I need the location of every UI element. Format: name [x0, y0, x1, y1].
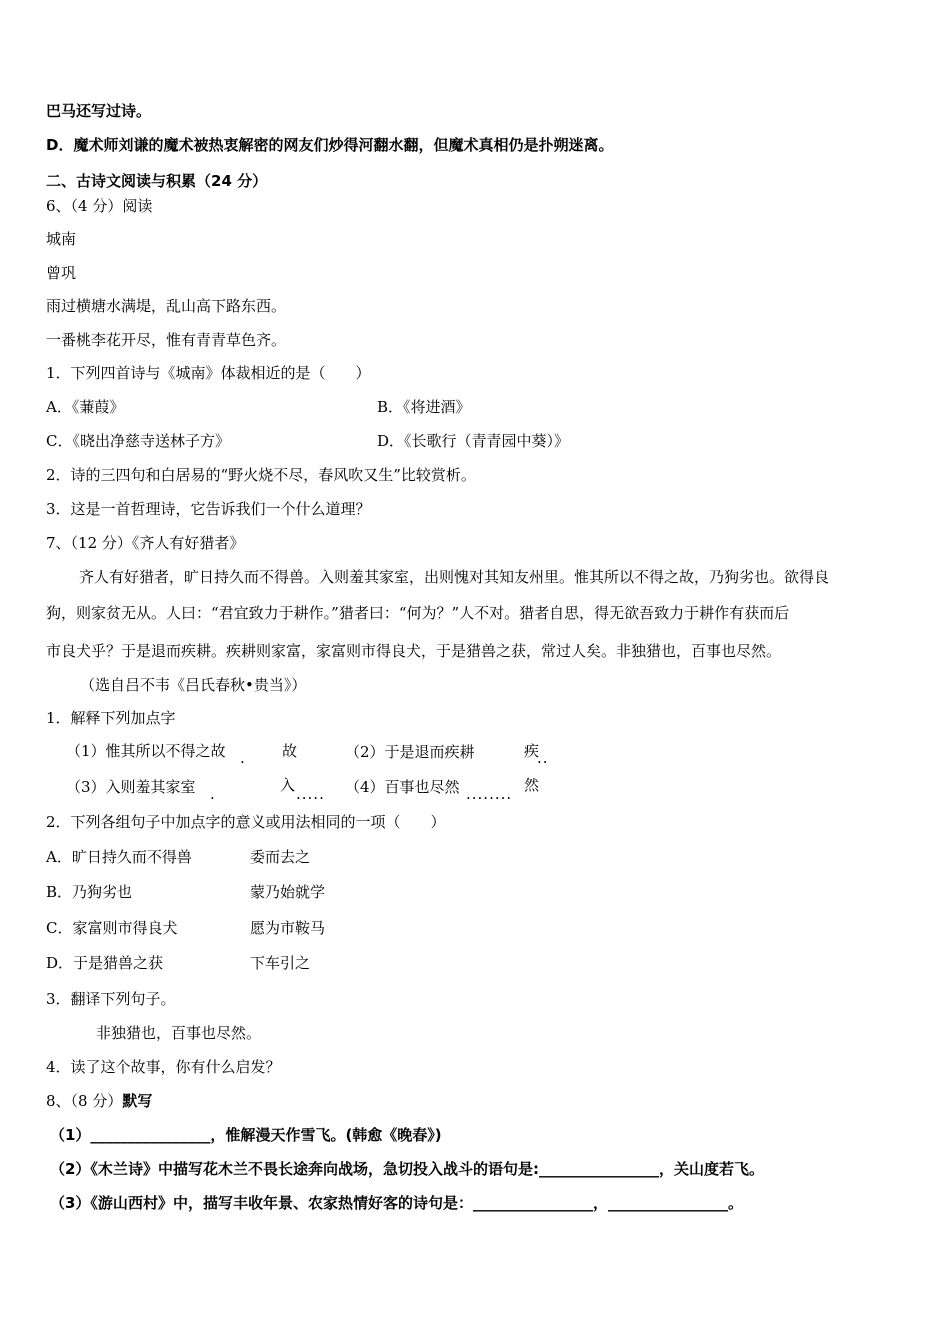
dot-mark: . — [240, 749, 245, 767]
q8-header — [46, 1091, 152, 1111]
q7-sub-2: 2．下列各组句子中加点字的意义或用法相同的一项（ ） — [46, 813, 446, 831]
q8-header-number: 8、（8 分） — [46, 1092, 123, 1110]
group-a-right: 委而去之 — [250, 848, 311, 866]
group-b-right: 蒙乃始就学 — [250, 883, 326, 901]
q7-sub-4: 4．读了这个故事，你有什么启发？ — [46, 1058, 281, 1076]
poem-line-1: 雨过横塘水满堤，乱山高下路东西。 — [46, 297, 287, 315]
option-d-statement: D．魔术师刘谦的魔术被热衷解密的网友们炒得河翻水翻，但魔术真相仍是扑朔迷离。 — [46, 136, 614, 154]
item-3-char: 入 — [280, 776, 296, 794]
item-2: （2）于是退而疾耕 — [345, 743, 475, 761]
dot-mark: .. — [537, 749, 549, 767]
translation-sentence: 非独猎也，百事也尽然。 — [96, 1024, 262, 1042]
q6-sub-2: 2．诗的三四句和白居易的“野火烧不尽，春风吹又生”比较赏析。 — [46, 466, 476, 484]
poem-title: 城南 — [46, 230, 77, 248]
dictation-3: （3）《游山西村》中，描写丰收年景、农家热情好客的诗句是：________________，________________。 — [50, 1194, 743, 1212]
q7-sub-3: 3．翻译下列句子。 — [46, 990, 176, 1008]
q6-option-a: A．《蒹葭》 — [46, 398, 125, 416]
q6-option-c: C．《晓出净慈寺送林子方》 — [46, 432, 230, 450]
group-b-left: B．乃狗劣也 — [46, 883, 133, 901]
q6-sub-3: 3．这是一首哲理诗，它告诉我们一个什么道理？ — [46, 500, 371, 518]
q7-sub-1: 1．解释下列加点字 — [46, 709, 176, 727]
poem-author: 曾巩 — [46, 264, 77, 282]
dictation-1: （1）________________，惟解漫天作雪飞。(韩愈《晚春》) — [50, 1126, 442, 1144]
q7-header: 7、（12 分）《齐人有好猎者》 — [46, 534, 245, 552]
item-4-char: 然 — [524, 776, 540, 794]
dot-mark: ..... — [296, 785, 325, 803]
group-d-left: D．于是猎兽之获 — [46, 954, 164, 972]
group-a-left: A．旷日持久而不得兽 — [46, 848, 192, 866]
item-1: （1）惟其所以不得之故 — [66, 742, 226, 760]
item-4: （4）百事也尽然 — [345, 778, 460, 796]
q6-header: 6、（4 分）阅读 — [46, 197, 153, 215]
dictation-2: （2）《木兰诗》中描写花木兰不畏长途奔向战场，急切投入战斗的语句是:________________，关山度若飞。 — [50, 1160, 764, 1178]
group-d-right: 下车引之 — [250, 954, 311, 972]
q8-header-title: 默写 — [122, 1092, 153, 1110]
group-c-left: C．家富则市得良犬 — [46, 919, 178, 937]
item-2-char: 疾 — [524, 742, 540, 760]
passage-source: （选自吕不韦《吕氏春秋•贵当》） — [80, 676, 307, 694]
q6-option-b: B．《将进酒》 — [377, 398, 471, 416]
passage-line-3: 市良犬乎？于是退而疾耕。疾耕则家富，家富则市得良犬，于是猎兽之获，常过人矣。非独猎也，百事也尽然。 — [46, 642, 782, 660]
section-heading: 二、古诗文阅读与积累（24 分） — [46, 172, 268, 190]
text-continuation: 巴马还写过诗。 — [46, 102, 152, 120]
q6-sub-1: 1．下列四首诗与《城南》体裁相近的是（ ） — [46, 364, 371, 382]
passage-line-1: 齐人有好猎者，旷日持久而不得兽。入则羞其家室，出则愧对其知友州里。惟其所以不得之故，乃狗劣也。欲得良 — [79, 568, 830, 586]
passage-line-2: 狗，则家贫无从。人曰：“君宜致力于耕作。”猎者曰：“何为？”人不对。猎者自思，得无欲吾致力于耕作有获而后 — [46, 604, 790, 622]
item-1-char: 故 — [282, 742, 298, 760]
poem-line-2: 一番桃李花开尽，惟有青青草色齐。 — [46, 331, 287, 349]
dot-mark: ........ — [466, 785, 513, 803]
q6-option-d: D．《长歌行（青青园中葵）》 — [377, 432, 570, 450]
dot-mark: . — [210, 785, 215, 803]
group-c-right: 愿为市鞍马 — [250, 919, 326, 937]
item-3: （3）入则羞其家室 — [66, 778, 196, 796]
